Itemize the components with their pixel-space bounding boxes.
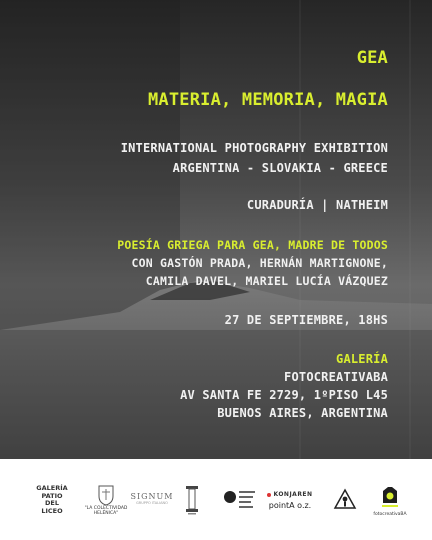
konjaren-text: KONJAREN	[273, 491, 313, 498]
venue-address: AV SANTA FE 2729, 1ºPISO L45	[180, 388, 388, 402]
sponsor-logos	[0, 459, 432, 540]
venue-info	[180, 350, 388, 422]
logo-text-line: GALERÍA	[36, 484, 68, 492]
exhibition-countries: ARGENTINA - SLOVAKIA - GREECE	[172, 161, 388, 175]
poetry-participants-1: CON GASTÓN PRADA, HERNÁN MARTIGNONE,	[131, 256, 388, 270]
exhibition-title: GEA	[356, 48, 388, 68]
society-emblem-icon	[223, 487, 257, 513]
column-icon	[184, 485, 200, 515]
camera-icon	[379, 485, 401, 509]
column-logo	[178, 481, 206, 519]
venue-name: FOTOCREATIVABA	[284, 370, 388, 384]
event-date: 27 DE SEPTIEMBRE, 18HS	[224, 313, 388, 327]
logo-text-line: LICEO	[41, 506, 63, 515]
fotocreativa-logo	[370, 481, 410, 521]
signum-text: SIGNUM	[130, 492, 174, 501]
curation-credit: CURADURÍA | NATHEIM	[246, 198, 388, 212]
triangle-figure-icon	[332, 487, 358, 513]
logo-text-line: DEL	[45, 499, 59, 507]
logo-text-line: PATIO	[41, 491, 63, 500]
venue-city: BUENOS AIRES, ARGENTINA	[217, 406, 388, 420]
sociedad-helenica-logo	[222, 483, 258, 517]
exhibition-subtitle: MATERIA, MEMORIA, MAGIA	[147, 90, 388, 110]
galeria-patio-logo	[34, 483, 70, 517]
art-space-logo	[330, 483, 360, 517]
poetry-participants-2: CAMILA DAVEL, MARIEL LUCÍA VÁZQUEZ	[145, 274, 388, 288]
exhibition-type: INTERNATIONAL PHOTOGRAPHY EXHIBITION	[120, 141, 388, 155]
crest-icon	[96, 484, 116, 506]
poetry-title: POESÍA GRIEGA PARA GEA, MADRE DE TODOS	[117, 238, 388, 252]
poetry-section	[117, 236, 388, 290]
signum-logo	[126, 489, 178, 511]
signum-subtext: GRUPPO ITALIANO	[136, 501, 168, 505]
pointa-text: pointA o.z.	[268, 501, 312, 510]
red-dot-icon	[267, 493, 271, 497]
venue-label: GALERÍA	[336, 352, 388, 366]
crest-caption: "LA COLECTIVIDAD HELÉNICA"	[84, 506, 128, 516]
konjaren-pointa-logo	[264, 481, 316, 519]
exhibition-description	[121, 138, 388, 178]
fotocreativa-text: fotocreativaBA	[373, 511, 407, 517]
